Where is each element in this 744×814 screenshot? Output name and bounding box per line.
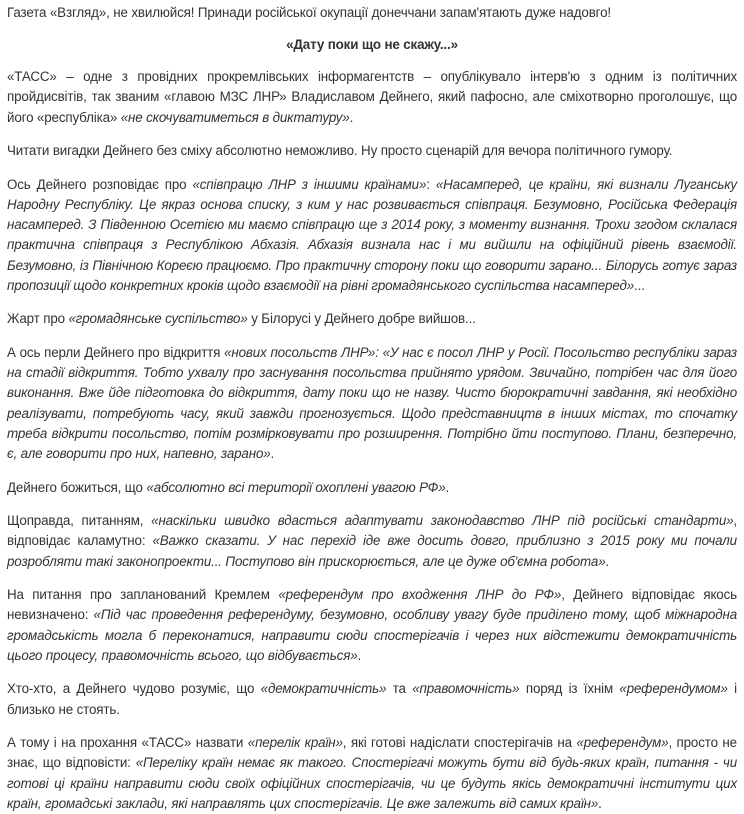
article-paragraphs <box>7 67 737 814</box>
body-text: Читати вигадки Дейнего без сміху абсолютно неможливо. Ну просто сценарій для вечора політичного гумору. <box>7 143 673 159</box>
article-paragraph <box>7 67 737 128</box>
body-text: , Дейнего відповідає якось невизначено: <box>7 587 737 623</box>
body-text: Хто-хто, а Дейнего чудово розуміє, що <box>7 681 261 697</box>
quote-text: «референдум» <box>576 735 669 751</box>
article-heading: «Дату поки що не скажу...» <box>286 37 458 53</box>
body-text: А ось перли Дейнего про відкриття <box>7 345 225 360</box>
body-text: , відповідає каламутно: <box>7 513 737 549</box>
body-text: . <box>357 647 362 663</box>
body-text: Дейнего божиться, що <box>7 479 147 495</box>
body-text: А тому і на прохання «ТАСС» назвати <box>7 735 248 751</box>
body-text: , просто не знає, що відповісти: <box>7 735 737 771</box>
quote-text: «демократичність» <box>260 681 387 697</box>
body-text: , які готові надіслати спостерігачів на <box>342 735 577 751</box>
body-text: . <box>270 446 275 462</box>
body-text: поряд із їхнім <box>519 681 620 697</box>
body-text: Ось Дейнего розповідає про <box>7 176 193 192</box>
article-paragraph <box>7 585 737 666</box>
article-paragraph <box>7 733 737 814</box>
article-paragraph <box>7 679 737 719</box>
body-text: та <box>386 681 413 697</box>
article-lead: Газета «Взгляд», не хвилюйся! Принади російської окупації донеччани запам'ятають дуже надовго! <box>7 5 611 20</box>
body-text: у Білорусі у Дейнего добре вийшов... <box>247 311 476 327</box>
body-text: ... <box>634 277 645 293</box>
article-paragraph <box>7 511 737 572</box>
quote-text: «Важко сказати. У нас перехід іде вже досить довго, приблизно з 2015 року ми почали розробляти такі законопроекти... Поступово він прискорюється, але це дуже об'ємна робота» <box>7 533 737 569</box>
article-paragraph <box>7 478 737 498</box>
quote-text: «нових посольств ЛНР»: «У нас є посол ЛНР у Росії. Посольство республіки зараз на стадії відкриття. Тобто ухвалу про заснування посольства прийнято урядом. Звичайно, потрібен час для його виконання. Вже йде підготовка до відкриття, дату поки що не назву. Чисто бюрократичні завдання, які необхідно реалізувати, потребують часу, який завжди прогнозується. Щодо представництв в інших містах, то спочатку треба відкрити посольство, потім розмірковувати про розширення. Потрібно йти поступово. Плани, безперечно, є, але говорити про них, напевно, зарано» <box>7 345 737 462</box>
body-text: . <box>598 795 602 811</box>
quote-text: «перелік країн» <box>247 735 343 751</box>
article-paragraph <box>7 141 737 161</box>
quote-text: «співпрацю ЛНР з іншими країнами» <box>192 176 427 192</box>
body-text: Жарт про <box>7 311 69 327</box>
body-text: : <box>426 176 436 192</box>
quote-text: «громадянське суспільство» <box>68 311 248 327</box>
body-text: . <box>605 553 610 569</box>
quote-text: «Насамперед, це країни, які визнали Луганську Народну Республіку. Це якраз основа списку, з ким у нас розвивається співпраця. Безумовно, Російська Федерація насамперед. З Південною Осетією ми маємо співпрацю ще з 2014 року, з моменту визнання. Трохи згодом склалася практична співпраця з Республікою Абхазія. Абхазія визнала нас і ми вийшли на офіційний рівень взаємодії. Безумовно, із Північною Кореєю працюємо. Про практичну сторону поки що говорити зарано... Білорусь готує зараз пропозиції щодо конкретних кроків щодо взаємодії на рівні громадянського суспільства насамперед» <box>7 176 737 293</box>
article-paragraph <box>7 175 737 296</box>
quote-text: «абсолютно всі території охоплені увагою РФ» <box>146 479 446 495</box>
article-paragraph <box>7 343 737 464</box>
body-text: «ТАСС» – одне з провідних прокремлівських інформагентств – опублікувало інтерв'ю з одним із політичних пройдисвітів, так званим «главою МЗС ЛНР» Владиславом Дейнего, який пафосно, але сміхотворно проголошує, що його «республіка» <box>7 69 737 125</box>
body-text: . <box>445 479 450 495</box>
quote-text: «Під час проведення референдуму, безумовно, особливу увагу буде приділено тому, щоб міжнародна громадськість могла б переконатися, направити сюди спостерігачів і через них відстежити демократичність цього процесу, правомочність всього, що відбувається» <box>7 607 737 663</box>
quote-text: «правомочність» <box>412 681 520 697</box>
body-text: і близько не стоять. <box>7 681 737 717</box>
quote-text: «не скочуватиметься в диктатуру» <box>120 109 350 125</box>
body-text: Щоправда, питанням, <box>7 513 152 529</box>
quote-text: «референдум про входження ЛНР до РФ» <box>278 587 562 603</box>
quote-text: «Переліку країн немає як такого. Спостерігачі можуть бути від будь-яких країн, питання - чи готові ці країни направити сюди своїх офіційних спостерігачів, чи це будуть якісь демократичні інститути цих країн, громадські заклади, які направлять цих спостерігачів. Це вже залежить від самих країн» <box>7 755 738 811</box>
quote-text: «наскільки швидко вдасться адаптувати законодавство ЛНР під російські стандарти» <box>151 513 734 529</box>
body-text: . <box>349 109 354 125</box>
body-text: На питання про запланований Кремлем <box>7 587 279 603</box>
article-paragraph <box>7 309 737 329</box>
quote-text: «референдумом» <box>619 681 728 697</box>
